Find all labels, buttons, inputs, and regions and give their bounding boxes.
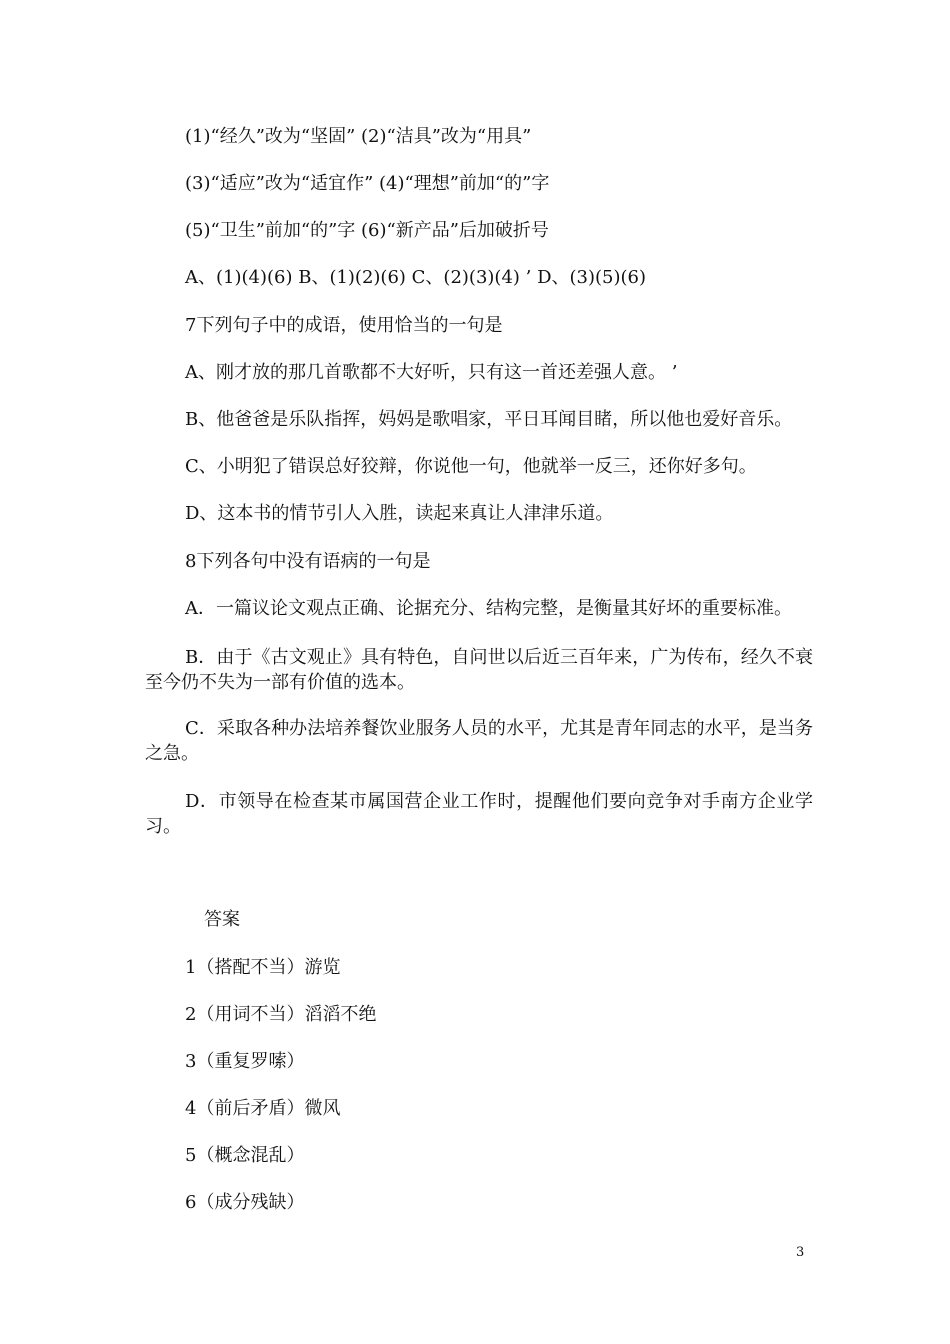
question-8-option-d: D．市领导在检查某市属国营企业工作时，提醒他们要向竞争对手南方企业学习。 bbox=[145, 791, 813, 837]
option-line-2: (3)“适应”改为“适宜作” (4)“理想”前加“的”字 bbox=[185, 173, 550, 194]
answer-item: 1（搭配不当）游览 bbox=[185, 957, 341, 978]
question-8-option-a: A．一篇议论文观点正确、论据充分、结构完整，是衡量其好坏的重要标准。 bbox=[185, 598, 792, 619]
option-choices: A、(1)(4)(6) B、(1)(2)(6) C、(2)(3)(4) ’ D、(3)(5)(6) bbox=[185, 267, 647, 288]
answer-item: 2（用词不当）滔滔不绝 bbox=[185, 1004, 377, 1025]
answer-item: 3（重复罗嗦） bbox=[185, 1051, 305, 1072]
answer-item: 6（成分残缺） bbox=[185, 1192, 305, 1213]
page-number: 3 bbox=[796, 1245, 805, 1260]
answers-heading: 答案 bbox=[204, 909, 240, 930]
option-line-1: (1)“经久”改为“坚固” (2)“洁具”改为“用具” bbox=[185, 126, 532, 147]
question-7-option-d: D、这本书的情节引人入胜，读起来真让人津津乐道。 bbox=[185, 503, 614, 524]
question-8-stem: 8下列各句中没有语病的一句是 bbox=[185, 551, 431, 572]
option-line-3: (5)“卫生”前加“的”字 (6)“新产品”后加破折号 bbox=[185, 220, 549, 241]
question-7-stem: 7下列句子中的成语，使用恰当的一句是 bbox=[185, 315, 503, 336]
question-7-option-a: A、刚才放的那几首歌都不大好听，只有这一首还差强人意。 ’ bbox=[185, 362, 678, 383]
question-8-option-c: C．采取各种办法培养餐饮业服务人员的水平，尤其是青年同志的水平，是当务之急。 bbox=[145, 718, 813, 764]
question-8-option-b: B．由于《古文观止》具有特色，自问世以后近三百年来，广为传布，经久不衰至今仍不失为一部有价值的选本。 bbox=[145, 647, 813, 693]
answer-item: 5（概念混乱） bbox=[185, 1145, 305, 1166]
answer-item: 4（前后矛盾）微风 bbox=[185, 1098, 341, 1119]
question-7-option-c: C、小明犯了错误总好狡辩，你说他一句，他就举一反三，还你好多句。 bbox=[185, 456, 757, 477]
question-7-option-b: B、他爸爸是乐队指挥，妈妈是歌唱家，平日耳闻目睹，所以他也爱好音乐。 bbox=[185, 409, 793, 430]
